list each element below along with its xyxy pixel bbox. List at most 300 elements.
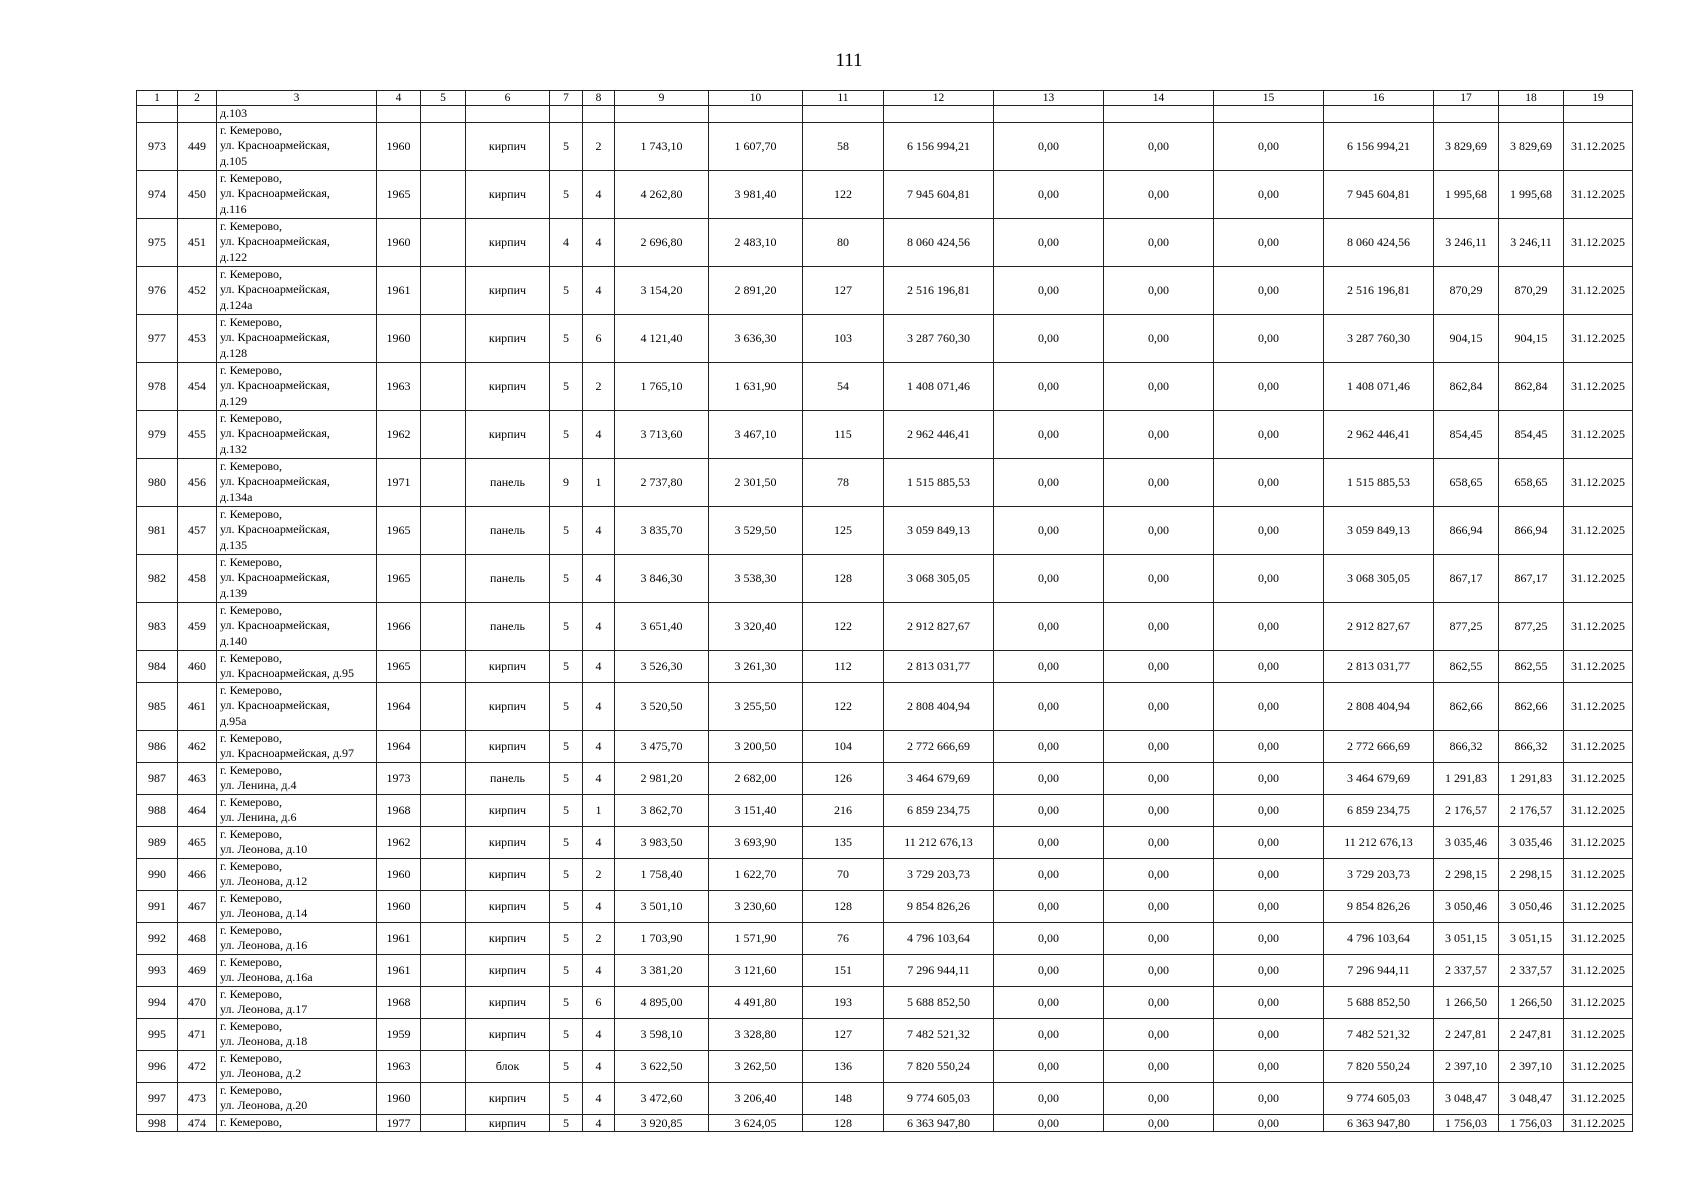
cost-16-cell: 7 482 521,32 [1324,1018,1434,1050]
column-5-cell [421,362,466,410]
object-id-cell: 470 [178,986,217,1018]
cost-14-cell: 0,00 [1104,266,1214,314]
object-id-cell: 472 [178,1050,217,1082]
row-number-cell: 997 [137,1082,178,1114]
residents-cell: 193 [803,986,884,1018]
unit-cost-17-cell: 862,84 [1434,362,1499,410]
cost-15-cell: 0,00 [1214,858,1324,890]
living-area-cell: 3 255,50 [709,682,803,730]
object-id-cell: 469 [178,954,217,986]
cost-13-cell: 0,00 [994,362,1104,410]
cost-14-cell: 0,00 [1104,362,1214,410]
cost-total-cell: 4 796 103,64 [884,922,994,954]
deadline-date-cell: 31.12.2025 [1564,826,1633,858]
wall-material-cell: кирпич [466,1018,550,1050]
column-number-row [137,91,1633,106]
living-area-cell: 3 529,50 [709,506,803,554]
wall-material-cell: кирпич [466,1114,550,1131]
entrances-cell: 4 [583,1082,615,1114]
entrances-cell: 4 [583,410,615,458]
object-id-cell: 454 [178,362,217,410]
unit-cost-18-cell: 2 247,81 [1499,1018,1564,1050]
cost-16-cell: 4 796 103,64 [1324,922,1434,954]
residents-cell: 115 [803,410,884,458]
deadline-date-cell: 31.12.2025 [1564,1082,1633,1114]
living-area-cell: 3 693,90 [709,826,803,858]
deadline-date-cell: 31.12.2025 [1564,410,1633,458]
deadline-date-cell: 31.12.2025 [1564,730,1633,762]
floors-cell: 5 [550,1050,583,1082]
unit-cost-18-cell: 2 298,15 [1499,858,1564,890]
total-area-cell: 3 154,20 [615,266,709,314]
wall-material-cell: блок [466,1050,550,1082]
address-cell: г. Кемерово, ул. Леонова, д.14 [217,890,377,922]
floors-cell: 5 [550,682,583,730]
wall-material-cell: кирпич [466,1082,550,1114]
unit-cost-18-cell: 866,94 [1499,506,1564,554]
unit-cost-17-cell: 2 176,57 [1434,794,1499,826]
row-number-cell: 976 [137,266,178,314]
unit-cost-18-cell: 3 050,46 [1499,890,1564,922]
cost-16-cell: 11 212 676,13 [1324,826,1434,858]
table-row [137,218,1633,266]
entrances-cell: 4 [583,218,615,266]
deadline-date-cell: 31.12.2025 [1564,762,1633,794]
unit-cost-17-cell: 867,17 [1434,554,1499,602]
entrances-cell: 4 [583,730,615,762]
unit-cost-18-cell: 658,65 [1499,458,1564,506]
cost-15-cell: 0,00 [1214,1018,1324,1050]
floors-cell: 9 [550,458,583,506]
object-id-cell: 455 [178,410,217,458]
wall-material-cell: кирпич [466,218,550,266]
floors-cell: 5 [550,266,583,314]
cost-15-cell: 0,00 [1214,1114,1324,1131]
residents-cell: 216 [803,794,884,826]
wall-material-cell: кирпич [466,362,550,410]
cost-total-cell: 6 363 947,80 [884,1114,994,1131]
table-row [137,762,1633,794]
unit-cost-17-cell: 1 756,03 [1434,1114,1499,1131]
object-id-cell: 464 [178,794,217,826]
year-built-cell: 1962 [377,410,421,458]
floors-cell: 5 [550,122,583,170]
cost-14-cell: 0,00 [1104,730,1214,762]
entrances-cell: 4 [583,762,615,794]
cost-13-cell: 0,00 [994,730,1104,762]
cost-16-cell: 8 060 424,56 [1324,218,1434,266]
row-number-cell: 991 [137,890,178,922]
cost-total-cell: 3 059 849,13 [884,506,994,554]
wall-material-cell: кирпич [466,170,550,218]
floors-cell: 5 [550,1082,583,1114]
table-row [137,314,1633,362]
year-built-cell: 1965 [377,554,421,602]
row-number-cell: 982 [137,554,178,602]
wall-material-cell: кирпич [466,986,550,1018]
cost-13-cell: 0,00 [994,602,1104,650]
address-cell: г. Кемерово, ул. Красноармейская, д.139 [217,554,377,602]
wall-material-cell: кирпич [466,122,550,170]
cost-total-cell: 8 060 424,56 [884,218,994,266]
table-row [137,1114,1633,1131]
residents-cell: 128 [803,890,884,922]
floors-cell: 5 [550,762,583,794]
row-number-cell: 995 [137,1018,178,1050]
column-header-12: 12 [884,91,994,106]
row-number-cell: 979 [137,410,178,458]
unit-cost-17-cell: 862,66 [1434,682,1499,730]
deadline-date-cell: 31.12.2025 [1564,1050,1633,1082]
cost-15-cell: 0,00 [1214,986,1324,1018]
living-area-cell: 3 200,50 [709,730,803,762]
row-number-cell: 977 [137,314,178,362]
unit-cost-18-cell: 862,55 [1499,650,1564,682]
year-built-cell: 1973 [377,762,421,794]
cost-13-cell: 0,00 [994,458,1104,506]
total-area-cell: 4 895,00 [615,986,709,1018]
year-built-cell: 1968 [377,986,421,1018]
unit-cost-18-cell: 1 291,83 [1499,762,1564,794]
address-cell: г. Кемерово, ул. Красноармейская, д.134а [217,458,377,506]
deadline-date-cell: 31.12.2025 [1564,122,1633,170]
total-area-cell: 3 472,60 [615,1082,709,1114]
row-number-cell: 983 [137,602,178,650]
object-id-cell: 463 [178,762,217,794]
cost-13-cell: 0,00 [994,858,1104,890]
cost-16-cell: 3 287 760,30 [1324,314,1434,362]
cost-15-cell: 0,00 [1214,826,1324,858]
unit-cost-18-cell: 3 035,46 [1499,826,1564,858]
column-header-11: 11 [803,91,884,106]
cost-14-cell: 0,00 [1104,682,1214,730]
row-number-cell: 985 [137,682,178,730]
table-row [137,858,1633,890]
deadline-date-cell: 31.12.2025 [1564,890,1633,922]
unit-cost-17-cell: 3 050,46 [1434,890,1499,922]
table-row [137,1018,1633,1050]
floors-cell: 5 [550,794,583,826]
address-cell: г. Кемерово, ул. Ленина, д.4 [217,762,377,794]
cost-15-cell: 0,00 [1214,506,1324,554]
unit-cost-17-cell: 904,15 [1434,314,1499,362]
address-cell: г. Кемерово, ул. Красноармейская, д.128 [217,314,377,362]
cost-total-cell: 7 820 550,24 [884,1050,994,1082]
cost-16-cell: 6 859 234,75 [1324,794,1434,826]
residents-cell: 135 [803,826,884,858]
address-cell: г. Кемерово, ул. Красноармейская, д.95 [217,650,377,682]
floors-cell: 5 [550,1114,583,1131]
residents-cell: 70 [803,858,884,890]
floors-cell: 5 [550,506,583,554]
cost-total-cell: 7 482 521,32 [884,1018,994,1050]
residents-cell: 127 [803,266,884,314]
residents-cell: 148 [803,1082,884,1114]
unit-cost-18-cell: 2 397,10 [1499,1050,1564,1082]
floors-cell: 5 [550,314,583,362]
object-id-cell: 466 [178,858,217,890]
wall-material-cell: кирпич [466,410,550,458]
cost-13-cell: 0,00 [994,1114,1104,1131]
deadline-date-cell: 31.12.2025 [1564,794,1633,826]
year-built-cell: 1960 [377,122,421,170]
deadline-date-cell: 31.12.2025 [1564,858,1633,890]
object-id-cell: 452 [178,266,217,314]
unit-cost-17-cell: 2 298,15 [1434,858,1499,890]
cost-16-cell: 1 408 071,46 [1324,362,1434,410]
column-5-cell [421,1082,466,1114]
deadline-date-cell: 31.12.2025 [1564,362,1633,410]
cost-total-cell: 2 516 196,81 [884,266,994,314]
total-area-cell: 1 703,90 [615,922,709,954]
living-area-cell: 3 624,05 [709,1114,803,1131]
residents-cell: 58 [803,122,884,170]
page-number: 111 [835,50,863,71]
floors-cell: 5 [550,858,583,890]
cost-total-cell: 9 854 826,26 [884,890,994,922]
floors-cell: 5 [550,410,583,458]
object-id-cell: 459 [178,602,217,650]
table-row [137,922,1633,954]
year-built-cell: 1960 [377,858,421,890]
column-header-6: 6 [466,91,550,106]
address-cell: г. Кемерово, ул. Красноармейская, д.122 [217,218,377,266]
entrances-cell: 2 [583,858,615,890]
unit-cost-18-cell: 3 048,47 [1499,1082,1564,1114]
object-id-cell: 462 [178,730,217,762]
residents-cell: 122 [803,602,884,650]
living-area-cell: 3 151,40 [709,794,803,826]
entrances-cell: 2 [583,922,615,954]
year-built-cell: 1960 [377,1082,421,1114]
cost-14-cell: 0,00 [1104,170,1214,218]
total-area-cell: 3 713,60 [615,410,709,458]
floors-cell: 5 [550,922,583,954]
deadline-date-cell: 31.12.2025 [1564,650,1633,682]
year-built-cell: 1966 [377,602,421,650]
floors-cell: 4 [550,218,583,266]
residents-cell: 126 [803,762,884,794]
wall-material-cell: кирпич [466,890,550,922]
table-row [137,506,1633,554]
table-row [137,890,1633,922]
living-area-cell: 3 206,40 [709,1082,803,1114]
cost-13-cell: 0,00 [994,1050,1104,1082]
cost-14-cell: 0,00 [1104,762,1214,794]
column-5-cell [421,922,466,954]
floors-cell: 5 [550,650,583,682]
cost-16-cell: 2 813 031,77 [1324,650,1434,682]
floors-cell: 5 [550,730,583,762]
address-cell: г. Кемерово, ул. Леонова, д.16 [217,922,377,954]
unit-cost-18-cell: 867,17 [1499,554,1564,602]
column-5-cell [421,410,466,458]
unit-cost-18-cell: 904,15 [1499,314,1564,362]
cost-13-cell: 0,00 [994,650,1104,682]
deadline-date-cell: 31.12.2025 [1564,506,1633,554]
row-number-cell: 992 [137,922,178,954]
wall-material-cell: кирпич [466,650,550,682]
column-5-cell [421,218,466,266]
cost-15-cell: 0,00 [1214,1082,1324,1114]
living-area-cell: 1 571,90 [709,922,803,954]
cost-16-cell: 3 464 679,69 [1324,762,1434,794]
deadline-date-cell: 31.12.2025 [1564,554,1633,602]
column-header-8: 8 [583,91,615,106]
column-header-17: 17 [1434,91,1499,106]
living-area-cell: 2 483,10 [709,218,803,266]
column-5-cell [421,890,466,922]
address-cell: г. Кемерово, ул. Красноармейская, д.116 [217,170,377,218]
column-5-cell [421,730,466,762]
column-5-cell [421,858,466,890]
address-cell: г. Кемерово, ул. Леонова, д.17 [217,986,377,1018]
unit-cost-18-cell: 854,45 [1499,410,1564,458]
row-number-cell: 989 [137,826,178,858]
cost-total-cell: 11 212 676,13 [884,826,994,858]
address-cell: г. Кемерово, ул. Красноармейская, д.140 [217,602,377,650]
cost-total-cell: 5 688 852,50 [884,986,994,1018]
residents-cell: 76 [803,922,884,954]
year-built-cell: 1965 [377,170,421,218]
cost-13-cell: 0,00 [994,954,1104,986]
living-area-cell: 2 891,20 [709,266,803,314]
residents-cell: 54 [803,362,884,410]
year-built-cell: 1965 [377,650,421,682]
cost-14-cell: 0,00 [1104,410,1214,458]
cost-16-cell: 7 945 604,81 [1324,170,1434,218]
residents-cell: 103 [803,314,884,362]
column-5-cell [421,1050,466,1082]
cost-total-cell: 2 813 031,77 [884,650,994,682]
cost-16-cell: 2 912 827,67 [1324,602,1434,650]
total-area-cell: 3 983,50 [615,826,709,858]
cost-total-cell: 2 962 446,41 [884,410,994,458]
column-header-4: 4 [377,91,421,106]
wall-material-cell: панель [466,762,550,794]
object-id-cell: 460 [178,650,217,682]
wall-material-cell: кирпич [466,826,550,858]
total-area-cell: 3 920,85 [615,1114,709,1131]
column-5-cell [421,1018,466,1050]
table-row [137,1082,1633,1114]
wall-material-cell: панель [466,602,550,650]
cost-15-cell: 0,00 [1214,602,1324,650]
row-number-cell: 975 [137,218,178,266]
cost-16-cell: 2 772 666,69 [1324,730,1434,762]
object-id-cell: 456 [178,458,217,506]
column-header-19: 19 [1564,91,1633,106]
year-built-cell: 1961 [377,954,421,986]
cost-13-cell: 0,00 [994,682,1104,730]
column-header-15: 15 [1214,91,1324,106]
row-number-cell: 986 [137,730,178,762]
unit-cost-17-cell: 866,94 [1434,506,1499,554]
deadline-date-cell: 31.12.2025 [1564,602,1633,650]
cost-13-cell: 0,00 [994,170,1104,218]
unit-cost-18-cell: 1 266,50 [1499,986,1564,1018]
residents-cell: 136 [803,1050,884,1082]
deadline-date-cell: 31.12.2025 [1564,1018,1633,1050]
cost-16-cell: 7 296 944,11 [1324,954,1434,986]
unit-cost-17-cell: 854,45 [1434,410,1499,458]
object-id-cell: 473 [178,1082,217,1114]
cost-16-cell: 6 363 947,80 [1324,1114,1434,1131]
cost-15-cell: 0,00 [1214,122,1324,170]
cost-13-cell: 0,00 [994,314,1104,362]
entrances-cell: 2 [583,122,615,170]
column-header-5: 5 [421,91,466,106]
entrances-cell: 1 [583,458,615,506]
residents-cell: 128 [803,1114,884,1131]
year-built-cell: 1968 [377,794,421,826]
cost-14-cell: 0,00 [1104,890,1214,922]
cost-13-cell: 0,00 [994,794,1104,826]
unit-cost-18-cell: 3 246,11 [1499,218,1564,266]
table-row [137,682,1633,730]
table-row [137,602,1633,650]
total-area-cell: 3 501,10 [615,890,709,922]
table-row [137,266,1633,314]
address-cell: г. Кемерово, ул. Красноармейская, д.129 [217,362,377,410]
cost-13-cell: 0,00 [994,922,1104,954]
wall-material-cell: панель [466,554,550,602]
floors-cell: 5 [550,1018,583,1050]
cost-14-cell: 0,00 [1104,794,1214,826]
year-built-cell: 1964 [377,682,421,730]
cost-16-cell: 1 515 885,53 [1324,458,1434,506]
cost-13-cell: 0,00 [994,506,1104,554]
cost-13-cell: 0,00 [994,986,1104,1018]
column-5-cell [421,826,466,858]
total-area-cell: 3 475,70 [615,730,709,762]
cost-14-cell: 0,00 [1104,922,1214,954]
column-header-13: 13 [994,91,1104,106]
object-id-cell: 453 [178,314,217,362]
entrances-cell: 4 [583,266,615,314]
object-id-cell: 449 [178,122,217,170]
residents-cell: 125 [803,506,884,554]
cost-14-cell: 0,00 [1104,954,1214,986]
wall-material-cell: кирпич [466,682,550,730]
year-built-cell: 1961 [377,922,421,954]
total-area-cell: 1 758,40 [615,858,709,890]
entrances-cell: 4 [583,650,615,682]
deadline-date-cell: 31.12.2025 [1564,922,1633,954]
column-5-cell [421,650,466,682]
column-5-cell [421,122,466,170]
table-row [137,986,1633,1018]
cost-14-cell: 0,00 [1104,858,1214,890]
cost-16-cell: 6 156 994,21 [1324,122,1434,170]
unit-cost-17-cell: 2 337,57 [1434,954,1499,986]
year-built-cell: 1959 [377,1018,421,1050]
cost-14-cell: 0,00 [1104,1050,1214,1082]
cost-16-cell: 7 820 550,24 [1324,1050,1434,1082]
living-area-cell: 4 491,80 [709,986,803,1018]
cost-16-cell: 2 516 196,81 [1324,266,1434,314]
residents-cell: 80 [803,218,884,266]
row-number-cell: 980 [137,458,178,506]
cost-16-cell: 3 059 849,13 [1324,506,1434,554]
floors-cell: 5 [550,954,583,986]
unit-cost-18-cell: 2 176,57 [1499,794,1564,826]
row-number-cell: 994 [137,986,178,1018]
cost-14-cell: 0,00 [1104,1082,1214,1114]
address-cell: г. Кемерово, ул. Красноармейская, д.97 [217,730,377,762]
total-area-cell: 3 520,50 [615,682,709,730]
address-cell: г. Кемерово, ул. Леонова, д.12 [217,858,377,890]
